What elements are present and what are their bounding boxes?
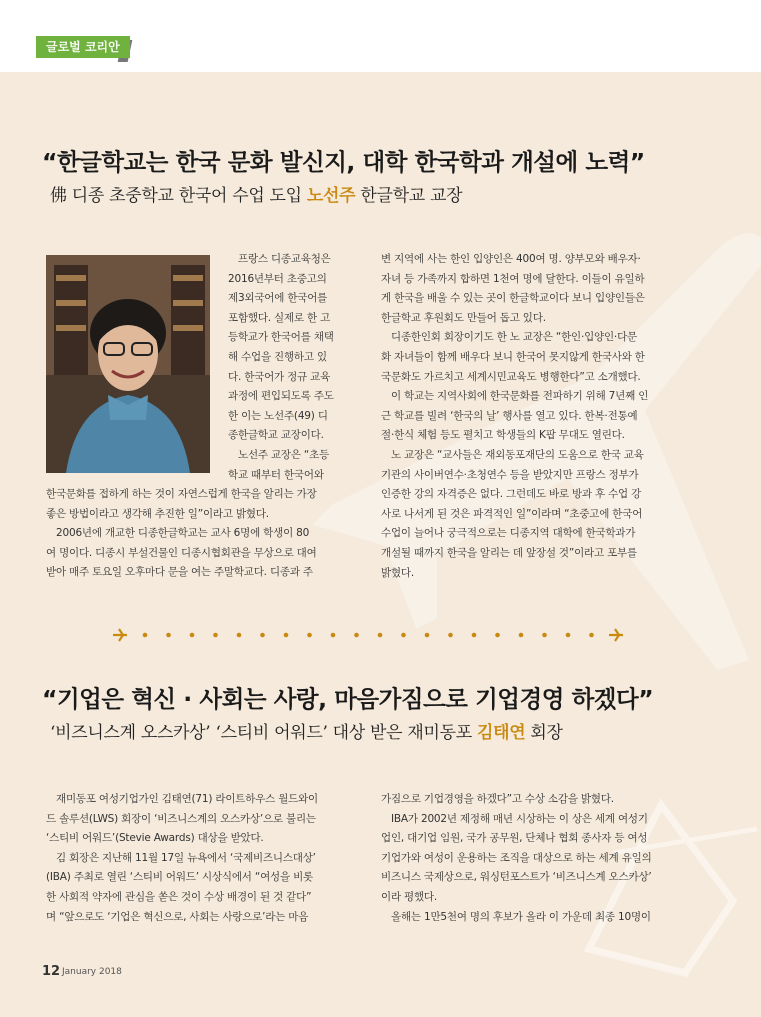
text-line: 기업가와 여성이 운용하는 조직을 대상으로 하는 세계 유일의: [381, 851, 652, 864]
text-line: 좋은 방법이라고 생각해 추진한 일”이라고 밝혔다.: [46, 507, 269, 520]
divider-dot: [354, 633, 359, 638]
article2-headline: “기업은 혁신 · 사회는 사랑, 마음가짐으로 기업경영 하겠다”: [42, 685, 654, 713]
article1-right-column: [381, 250, 687, 583]
section-tag: 글로벌 코리안: [36, 36, 130, 58]
text-line: 국문화도 가르치고 세계시민교육도 병행한다”고 소개했다.: [381, 370, 641, 383]
portrait-photo: [46, 255, 210, 473]
text-line: (IBA) 주최로 열린 ‘스티비 어워드’ 시상식에서 “여성을 비롯: [46, 871, 313, 884]
text-line: 한국문화를 접하게 하는 것이 자연스럽게 한국을 알리는 가장: [46, 488, 317, 500]
text-line: 여 명이다. 디종시 부설건물인 디종시협회관을 무상으로 대여: [46, 546, 317, 559]
text-line: 화 자녀들이 함께 배우다 보니 한국어 못지않게 한국사와 한: [381, 350, 645, 363]
text-line: 개설될 때까지 한국을 알리는 데 앞장설 것”이라고 포부를: [381, 546, 637, 559]
article2-right-column: [381, 790, 687, 927]
article1-headline: “한글학교는 한국 문화 발신지, 대학 한국학과 개설에 노력”: [42, 148, 645, 176]
divider-dot: [472, 633, 477, 638]
text-line: IBA가 2002년 제정해 매년 시상하는 이 상은 세계 여성기: [391, 812, 648, 825]
divider-dot: [378, 633, 383, 638]
text-line: 학교 때부터 한국어와: [228, 468, 324, 481]
text-line: 해 수업을 진행하고 있: [228, 350, 327, 363]
text-line: 업인, 대기업 임원, 국가 공무원, 단체나 협회 종사자 등 여성: [381, 832, 648, 845]
article1-subhead: 佛 디종 초중학교 한국어 수업 도입 노선주 한글학교 교장: [50, 186, 463, 206]
text-line: 다. 한국어가 정규 교육: [228, 370, 331, 383]
text-line: 올해는 1만5천여 명의 후보가 올라 이 가운데 최종 10명이: [391, 910, 651, 923]
divider-dots: [143, 633, 594, 638]
divider-dot: [448, 633, 453, 638]
text-line: 과정에 편입되도록 주도: [228, 390, 334, 403]
divider-dot: [190, 633, 195, 638]
divider-dot: [589, 633, 594, 638]
text-line: 근 학교를 빌려 ‘한국의 날’ 행사를 열고 있다. 한복·전통예: [381, 409, 638, 422]
text-line: 수업이 늘어나 궁극적으로는 디종지역 대학에 한국학과가: [381, 527, 636, 540]
divider-dot: [260, 633, 265, 638]
text-line: 드 솔루션(LWS) 회장이 ‘비즈니스계의 오스카상’으로 불리는: [46, 812, 316, 825]
text-line: 이라 평했다.: [381, 890, 437, 903]
article2-subhead: ‘비즈니스계 오스카상’ ‘스티비 어워드’ 대상 받은 재미동포 김태연 회장: [50, 723, 563, 743]
right-airplane-icon: [609, 629, 623, 641]
text-line: 변 지역에 사는 한인 입양인은 400여 명. 양부모와 배우자·: [381, 253, 641, 265]
article1-beside-photo-text: [228, 250, 350, 485]
divider-dot: [425, 633, 430, 638]
divider-dot: [495, 633, 500, 638]
text-line: 밝혔다.: [381, 566, 414, 579]
text-line: 노 교장은 “교사들은 재외동포재단의 도움으로 한국 교육: [391, 448, 644, 461]
text-line: 받아 매주 토요일 오후마다 문을 여는 주말학교다. 디종과 주: [46, 566, 313, 579]
text-line: 2006년에 개교한 디종한글학교는 교사 6명에 학생이 80: [56, 527, 310, 540]
divider-dot: [566, 633, 571, 638]
text-line: 절·한식 체험 등도 펼치고 학생들의 K팝 무대도 열린다.: [381, 429, 625, 442]
text-line: 이 학교는 지역사회에 한국문화를 전파하기 위해 7년째 인: [391, 390, 649, 403]
article1-subject-name: 노선주: [306, 186, 356, 206]
article1-left-column: [46, 485, 350, 583]
text-line: 가짐으로 기업경영을 하겠다”고 수상 소감을 밝혔다.: [381, 793, 614, 805]
text-line: 한 사회적 약자에 관심을 쏟은 것이 수상 배경이 된 것 같다”: [46, 890, 312, 903]
text-line: 김 회장은 지난해 11월 17일 뉴욕에서 ‘국제비즈니스대상’: [56, 851, 316, 864]
divider-dot: [542, 633, 547, 638]
divider-dot: [401, 633, 406, 638]
text-line: 프랑스 디종교육청은: [238, 253, 331, 265]
article2-subject-name: 김태연: [476, 723, 526, 743]
divider-dot: [237, 633, 242, 638]
text-line: 자녀 등 가족까지 합하면 1천여 명에 달한다. 이들이 유일하: [381, 272, 645, 285]
divider-dot: [284, 633, 289, 638]
text-line: 제3외국어에 한국어를: [228, 292, 328, 305]
page-number: 12: [42, 964, 61, 979]
text-line: 비즈니스 국제상으로, 워싱턴포스트가 ‘비즈니스계 오스카상’: [381, 871, 652, 884]
left-airplane-icon: [113, 629, 127, 641]
article2-left-column: [46, 790, 350, 927]
text-line: 사로 나서게 된 것은 파격적인 일”이라며 “초중고에 한국어: [381, 507, 643, 520]
divider-dot: [143, 633, 148, 638]
text-line: 노선주 교장은 “초등: [238, 448, 330, 461]
text-line: ‘스티비 어워드’(Stevie Awards) 대상을 받았다.: [46, 832, 264, 845]
text-line: 기관의 사이버연수·초청연수 등을 받았지만 프랑스 정부가: [381, 468, 639, 481]
text-line: 한 이는 노선주(49) 디: [228, 409, 328, 422]
text-line: 종한글학교 교장이다.: [228, 429, 324, 442]
text-line: 2016년부터 초중고의: [228, 272, 327, 285]
divider-dot: [166, 633, 171, 638]
text-line: 디종한인회 회장이기도 한 노 교장은 “한인·입양인·다문: [391, 331, 637, 344]
section-divider: [113, 625, 623, 645]
text-line: 한글학교 후원회도 만들어 돕고 있다.: [381, 311, 546, 324]
divider-dot: [213, 633, 218, 638]
portrait-image: [46, 255, 210, 473]
issue-date: January 2018: [62, 967, 122, 977]
text-line: 등학교가 한국어를 채택: [228, 331, 334, 344]
text-line: 포함했다. 실제로 한 고: [228, 311, 331, 324]
divider-dot: [307, 633, 312, 638]
text-line: 며 “앞으로도 ‘기업은 혁신으로, 사회는 사랑으로’라는 마음: [46, 910, 309, 923]
text-line: 인증한 강의 자격증은 없다. 그런데도 바로 방과 후 수업 강: [381, 488, 642, 501]
divider-dot: [519, 633, 524, 638]
text-line: 게 한국을 배울 수 있는 곳이 한글학교이다 보니 입양인들은: [381, 292, 645, 305]
text-line: 재미동포 여성기업가인 김태연(71) 라이트하우스 월드와이: [56, 793, 318, 805]
divider-dot: [331, 633, 336, 638]
